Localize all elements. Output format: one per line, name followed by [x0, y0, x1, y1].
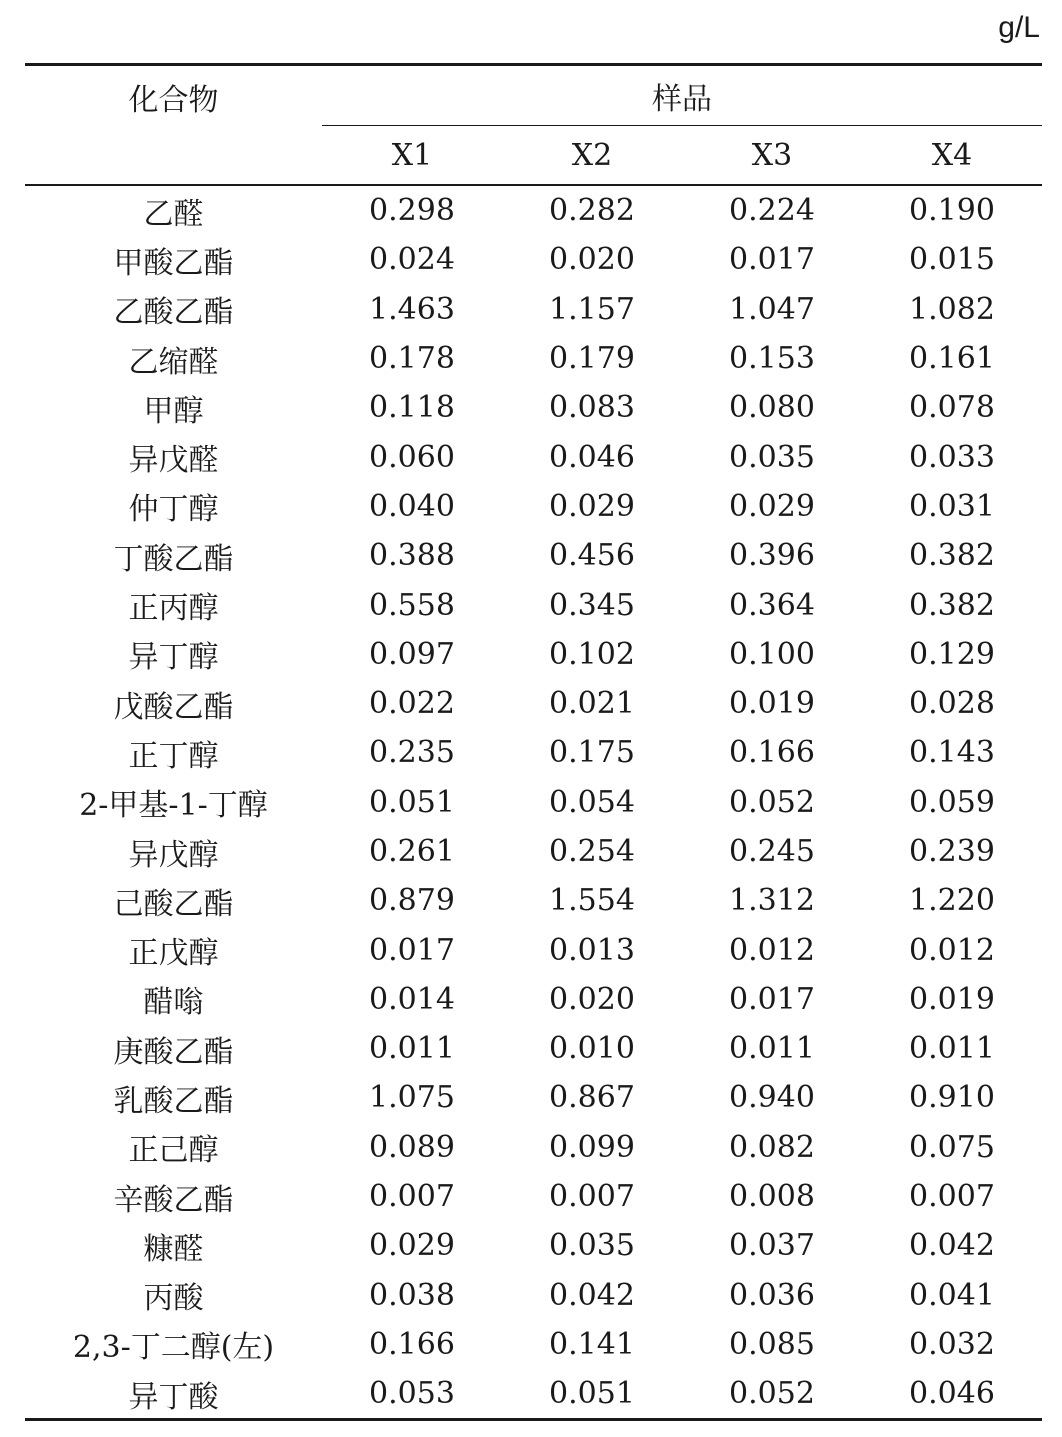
compound-name-cell: 正戊醇 — [128, 936, 219, 972]
value-cell-x4: 0.042 — [909, 1228, 995, 1264]
compound-name-cell: 糠醛 — [143, 1231, 204, 1267]
value-cell-x3: 0.012 — [729, 932, 815, 968]
compound-name-cell: 醋嗡 — [143, 985, 204, 1021]
value-cell-x1: 0.298 — [369, 193, 455, 229]
value-cell-x4: 0.028 — [909, 686, 995, 722]
value-cell-x3: 0.017 — [729, 981, 815, 1017]
compound-name-cell: 庚酸乙酯 — [113, 1034, 234, 1070]
value-cell-x4: 0.190 — [909, 193, 995, 229]
value-cell-x4: 0.031 — [909, 488, 995, 524]
value-cell-x3: 0.036 — [729, 1277, 815, 1313]
sample-header-x2: X2 — [502, 126, 682, 186]
table-row — [25, 531, 1042, 580]
table-row — [25, 185, 1042, 235]
compound-name-cell: 2,3-丁二醇(左) — [72, 1330, 275, 1366]
table-row — [25, 334, 1042, 383]
value-cell-x2: 0.046 — [549, 439, 635, 475]
compound-name-cell: 乳酸乙酯 — [113, 1083, 234, 1119]
value-cell-x3: 0.085 — [729, 1326, 815, 1362]
value-cell-x4: 0.078 — [909, 390, 995, 426]
value-cell-x4: 0.910 — [909, 1080, 995, 1116]
value-cell-x1: 0.051 — [369, 784, 455, 820]
value-cell-x4: 0.161 — [909, 341, 995, 377]
table-row — [25, 975, 1042, 1024]
value-cell-x4: 0.011 — [909, 1031, 995, 1067]
compound-name-cell: 甲酸乙酯 — [113, 245, 234, 281]
value-cell-x4: 0.382 — [909, 587, 995, 623]
value-cell-x3: 0.100 — [729, 636, 815, 672]
table-row — [25, 925, 1042, 974]
value-cell-x2: 0.456 — [549, 538, 635, 574]
value-cell-x1: 0.558 — [369, 587, 455, 623]
value-cell-x4: 0.033 — [909, 439, 995, 475]
value-cell-x2: 0.020 — [549, 242, 635, 278]
value-cell-x1: 0.879 — [369, 883, 455, 919]
table-row — [25, 778, 1042, 827]
value-cell-x1: 0.007 — [369, 1179, 455, 1215]
compound-name-cell: 丁酸乙酯 — [113, 541, 234, 577]
value-cell-x1: 0.014 — [369, 981, 455, 1017]
table-row — [25, 285, 1042, 334]
compound-name-cell: 戊酸乙酯 — [113, 689, 234, 725]
value-cell-x4: 0.032 — [909, 1326, 995, 1362]
value-cell-x4: 0.046 — [862, 1369, 1042, 1420]
value-cell-x1: 0.388 — [369, 538, 455, 574]
table-row — [25, 1123, 1042, 1172]
table-row — [25, 1172, 1042, 1221]
value-cell-x2: 0.042 — [549, 1277, 635, 1313]
compound-header: 化合物 — [25, 65, 322, 186]
compound-name-cell: 乙缩醛 — [128, 344, 219, 380]
value-cell-x2: 0.020 — [549, 981, 635, 1017]
value-cell-x4: 0.143 — [909, 735, 995, 771]
compound-name-cell: 异丁酸 — [25, 1369, 322, 1420]
table-row — [25, 630, 1042, 679]
compound-table — [25, 63, 1042, 1421]
table-row — [25, 876, 1042, 925]
compound-name-cell: 乙醛 — [143, 196, 204, 232]
table-row — [25, 1073, 1042, 1122]
value-cell-x3: 0.037 — [729, 1228, 815, 1264]
value-cell-x3: 0.082 — [729, 1129, 815, 1165]
compound-name-cell: 辛酸乙酯 — [113, 1182, 234, 1218]
value-cell-x2: 0.345 — [549, 587, 635, 623]
value-cell-x1: 0.040 — [369, 488, 455, 524]
value-cell-x3: 0.011 — [729, 1031, 815, 1067]
value-cell-x4: 0.382 — [909, 538, 995, 574]
value-cell-x4: 0.007 — [909, 1179, 995, 1215]
value-cell-x3: 1.312 — [729, 883, 815, 919]
compound-name-cell: 正丁醇 — [128, 738, 219, 774]
value-cell-x3: 0.017 — [729, 242, 815, 278]
value-cell-x1: 0.235 — [369, 735, 455, 771]
value-cell-x1: 0.053 — [322, 1369, 502, 1420]
value-cell-x3: 0.052 — [729, 784, 815, 820]
table-row — [25, 1221, 1042, 1270]
table-row — [25, 1024, 1042, 1073]
value-cell-x2: 0.099 — [549, 1129, 635, 1165]
value-cell-x1: 0.029 — [369, 1228, 455, 1264]
value-cell-x2: 0.179 — [549, 341, 635, 377]
value-cell-x1: 0.011 — [369, 1031, 455, 1067]
value-cell-x1: 0.178 — [369, 341, 455, 377]
value-cell-x2: 0.029 — [549, 488, 635, 524]
value-cell-x2: 1.554 — [549, 883, 635, 919]
value-cell-x3: 0.224 — [729, 193, 815, 229]
value-cell-x2: 0.282 — [549, 193, 635, 229]
value-cell-x3: 0.029 — [729, 488, 815, 524]
table-body — [25, 185, 1042, 1420]
value-cell-x2: 0.175 — [549, 735, 635, 771]
compound-name-cell: 异丁醇 — [128, 640, 219, 676]
value-cell-x1: 0.017 — [369, 932, 455, 968]
compound-name-cell: 正己醇 — [128, 1133, 219, 1169]
table-row — [25, 1320, 1042, 1369]
compound-name-cell: 异戊醛 — [128, 443, 219, 479]
value-cell-x3: 0.035 — [729, 439, 815, 475]
value-cell-x3: 0.153 — [729, 341, 815, 377]
sample-header-x4: X4 — [862, 126, 1042, 186]
value-cell-x2: 0.013 — [549, 932, 635, 968]
value-cell-x1: 0.118 — [369, 390, 455, 426]
compound-name-cell: 2-甲基-1-丁醇 — [79, 788, 268, 824]
value-cell-x1: 0.089 — [369, 1129, 455, 1165]
value-cell-x1: 0.097 — [369, 636, 455, 672]
value-cell-x4: 0.012 — [909, 932, 995, 968]
sample-header-x3: X3 — [682, 126, 862, 186]
value-cell-x4: 0.015 — [909, 242, 995, 278]
value-cell-x4: 0.075 — [909, 1129, 995, 1165]
value-cell-x1: 1.075 — [369, 1080, 455, 1116]
value-cell-x4: 0.019 — [909, 981, 995, 1017]
value-cell-x2: 0.054 — [549, 784, 635, 820]
value-cell-x4: 1.220 — [909, 883, 995, 919]
unit-label: g/L — [998, 11, 1040, 44]
value-cell-x2: 0.007 — [549, 1179, 635, 1215]
table-row — [25, 1369, 1042, 1420]
value-cell-x4: 0.239 — [909, 834, 995, 869]
compound-name-cell: 乙酸乙酯 — [113, 295, 234, 331]
compound-name-cell: 正丙醇 — [128, 591, 219, 627]
table-row — [25, 432, 1042, 481]
value-cell-x3: 0.008 — [729, 1179, 815, 1215]
value-cell-x1: 0.024 — [369, 242, 455, 278]
value-cell-x3: 0.396 — [729, 538, 815, 574]
value-cell-x2: 0.035 — [549, 1228, 635, 1264]
table-row — [25, 383, 1042, 432]
value-cell-x1: 0.022 — [369, 686, 455, 722]
value-cell-x2: 1.157 — [549, 291, 635, 327]
value-cell-x4: 0.059 — [909, 784, 995, 820]
value-cell-x3: 0.940 — [729, 1080, 815, 1116]
value-cell-x3: 0.019 — [729, 686, 815, 722]
value-cell-x1: 0.038 — [369, 1277, 455, 1313]
value-cell-x4: 0.129 — [909, 636, 995, 672]
value-cell-x3: 0.166 — [729, 735, 815, 771]
table-row — [25, 728, 1042, 777]
compound-name-cell: 丙酸 — [143, 1281, 204, 1317]
table-row — [25, 235, 1042, 284]
value-cell-x1: 1.463 — [369, 291, 455, 327]
value-cell-x2: 0.867 — [549, 1080, 635, 1116]
value-cell-x1: 0.261 — [369, 834, 455, 869]
table-row — [25, 482, 1042, 531]
value-cell-x3: 0.245 — [729, 834, 815, 869]
table-row — [25, 679, 1042, 728]
value-cell-x1: 0.060 — [369, 439, 455, 475]
value-cell-x2: 0.083 — [549, 390, 635, 426]
value-cell-x2: 0.010 — [549, 1031, 635, 1067]
value-cell-x2: 0.254 — [549, 834, 635, 869]
value-cell-x1: 0.166 — [369, 1326, 455, 1362]
value-cell-x3: 0.364 — [729, 587, 815, 623]
sample-header-x1: X1 — [322, 126, 502, 186]
compound-name-cell: 异戊醇 — [128, 837, 219, 873]
value-cell-x2: 0.051 — [502, 1369, 682, 1420]
value-cell-x3: 0.052 — [682, 1369, 862, 1420]
sample-group-header: 样品 — [322, 65, 1042, 126]
value-cell-x2: 0.141 — [549, 1326, 635, 1362]
value-cell-x2: 0.021 — [549, 686, 635, 722]
compound-name-cell: 己酸乙酯 — [113, 886, 234, 922]
compound-name-cell: 甲醇 — [143, 393, 204, 429]
table-row — [25, 580, 1042, 629]
table-row — [25, 1271, 1042, 1320]
value-cell-x2: 0.102 — [549, 636, 635, 672]
table-row — [25, 827, 1042, 876]
value-cell-x4: 0.041 — [909, 1277, 995, 1313]
value-cell-x4: 1.082 — [909, 291, 995, 327]
value-cell-x3: 1.047 — [729, 291, 815, 327]
table-header — [25, 65, 1042, 186]
value-cell-x3: 0.080 — [729, 390, 815, 426]
compound-name-cell: 仲丁醇 — [128, 492, 219, 528]
